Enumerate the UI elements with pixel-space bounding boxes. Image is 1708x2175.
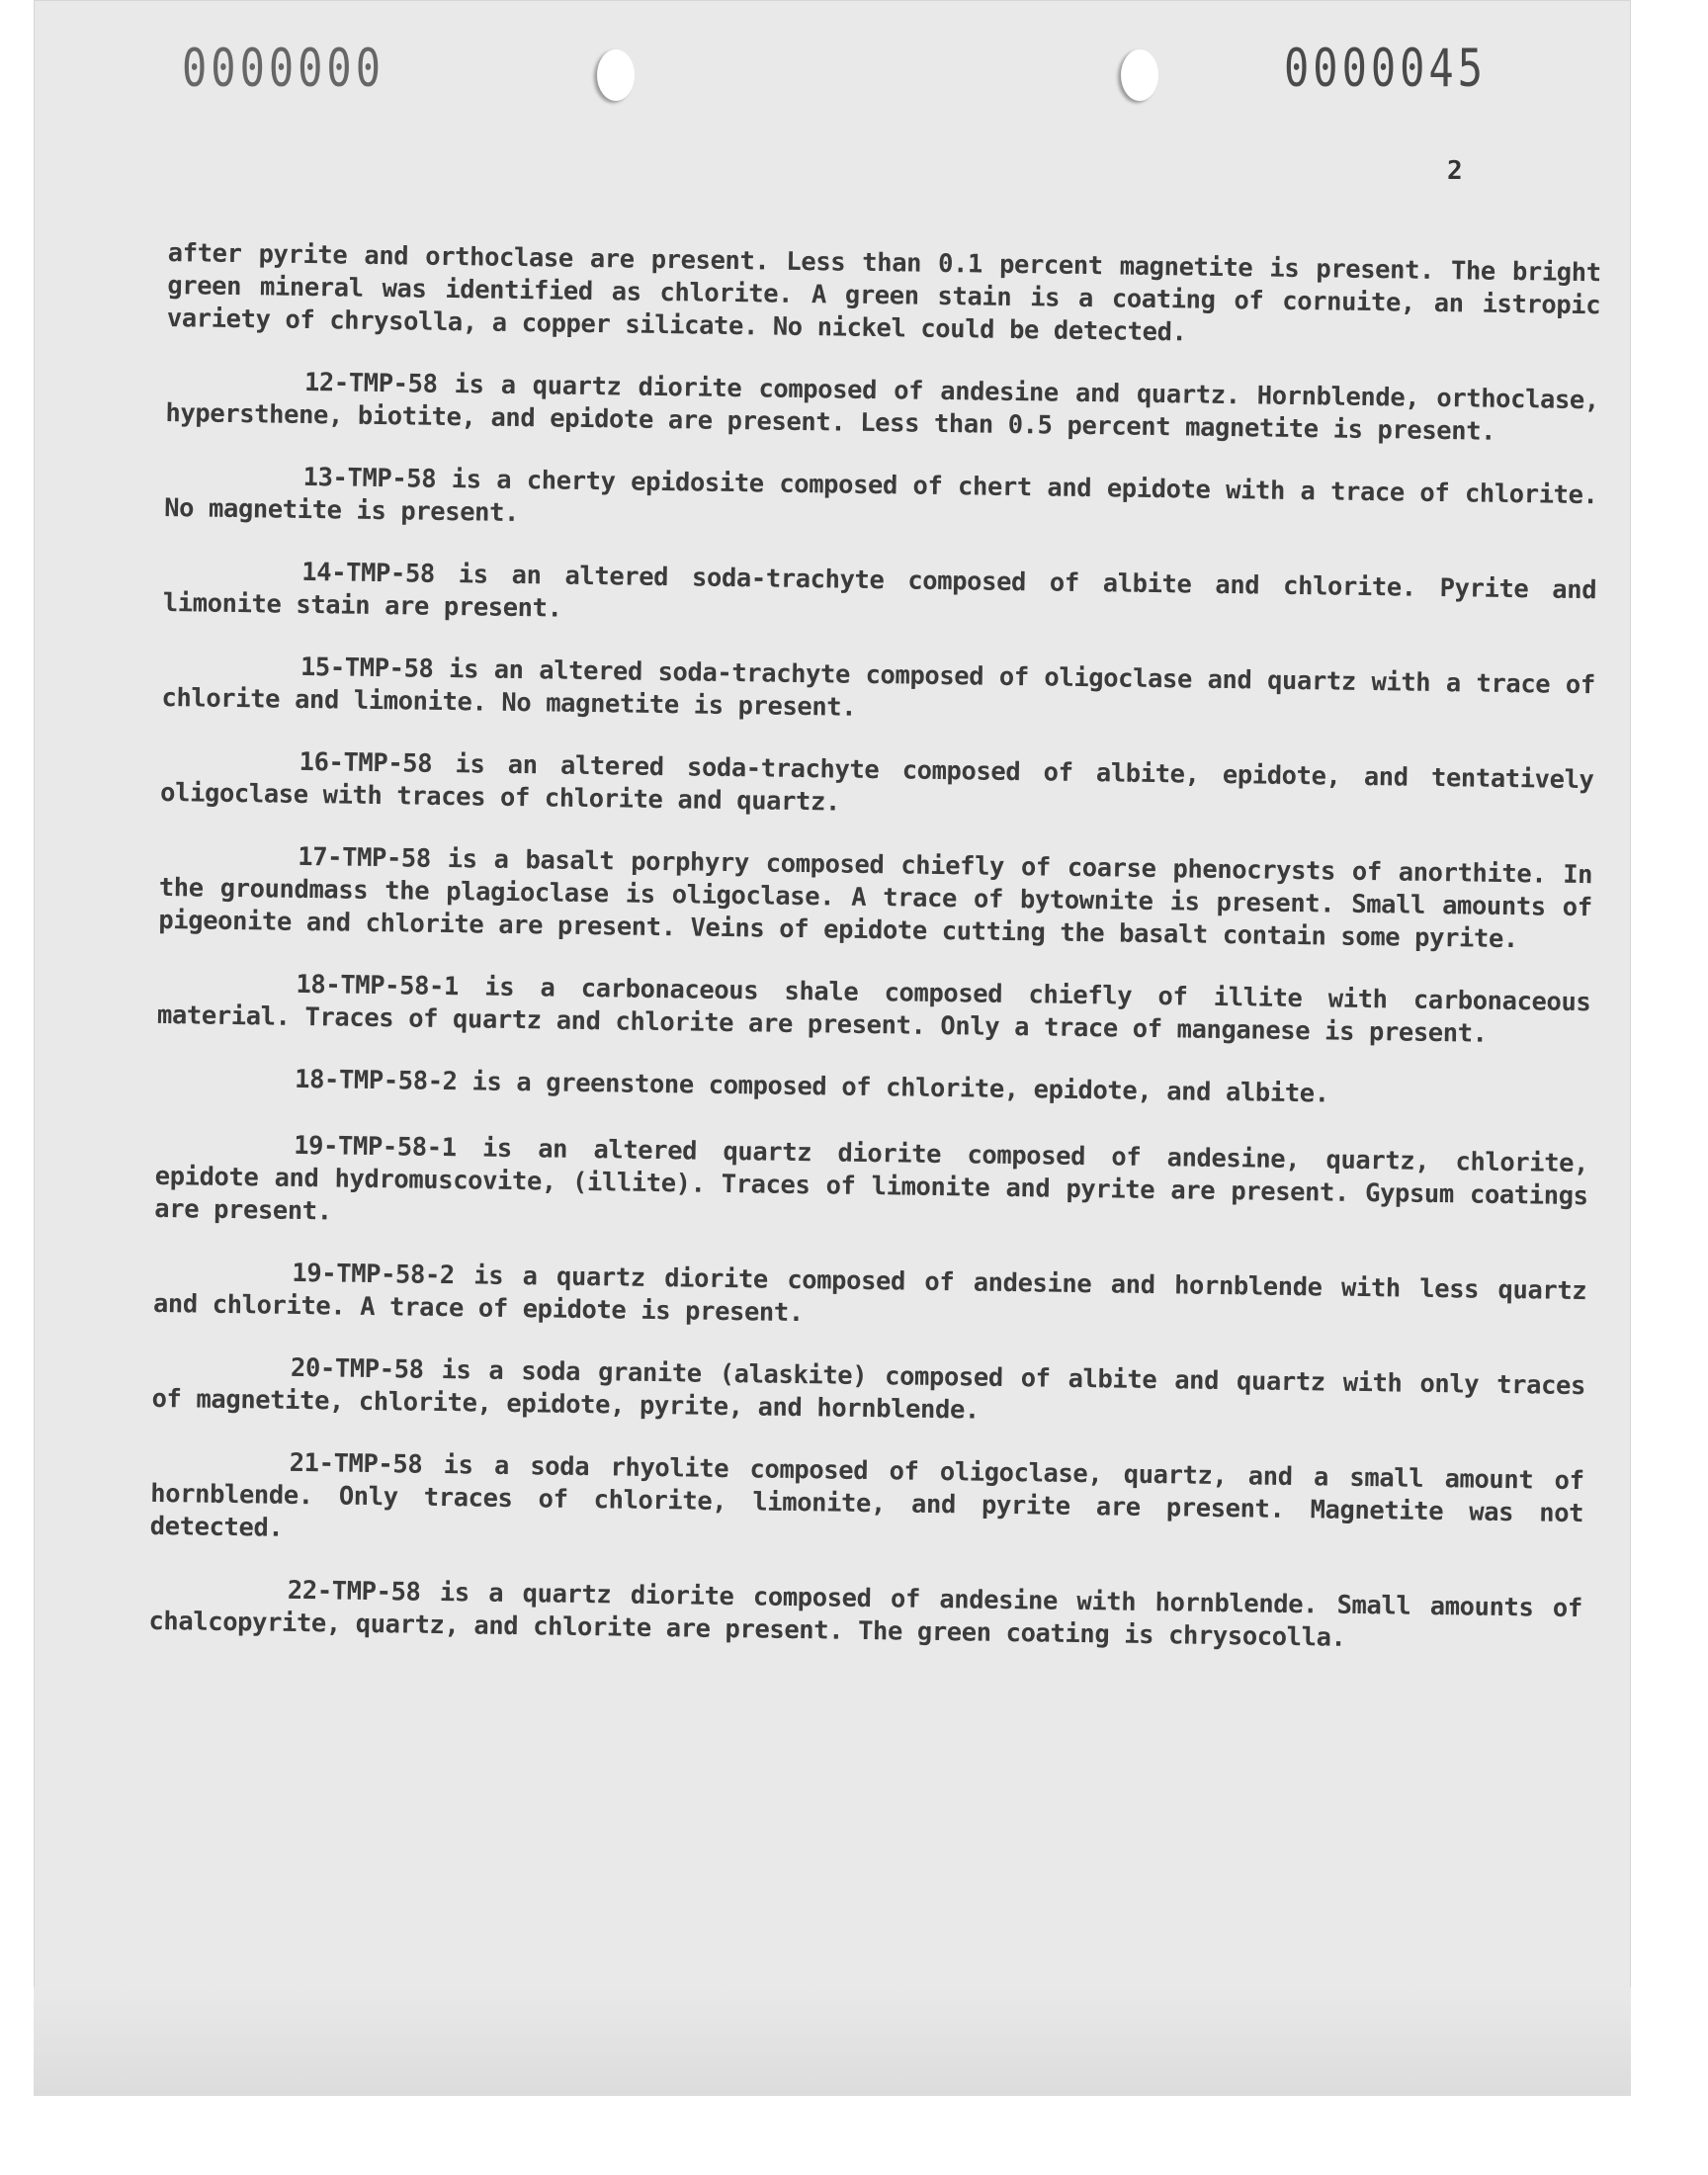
paragraph-21-tmp-58: 21-TMP-58 is a soda rhyolite composed of oligoclase, quartz, and a small amount of hornblende. Only traces of chlorite, limonite, and pyrite are present. Magnetite was not detected. — [149, 1447, 1599, 1543]
paragraph-19-tmp-58-1: 19-TMP-58-1 is an altered quartz diorite composed of andesine, quartz, chlorite, epidote and hydromuscovite, (illite). Traces of limonite and pyrite are present. Gypsum coatings are present. — [154, 1130, 1604, 1227]
paragraph-13-tmp-58: 13-TMP-58 is a cherty epidosite composed of chert and epidote with a trace of chlorite. No magnetite is present. — [163, 462, 1613, 528]
paragraph-19-tmp-58-2: 19-TMP-58-2 is a quartz diorite composed of andesine and hornblende with less quartz and chlorite. A trace of epidote is present. — [152, 1258, 1602, 1329]
punch-hole-left — [597, 49, 635, 101]
paragraph-18-tmp-58-1: 18-TMP-58-1 is a carbonaceous shale composed chiefly of illite with carbonaceous material. Traces of quartz and chlorite are present. Only a trace of manganese is present. — [156, 969, 1606, 1049]
page-number: 2 — [1447, 156, 1463, 186]
paragraph-20-tmp-58: 20-TMP-58 is a soda granite (alaskite) composed of albite and quartz with only traces of magnetite, chlorite, epidote, pyrite, and hornblende. — [151, 1352, 1601, 1426]
paragraph-22-tmp-58: 22-TMP-58 is a quartz diorite composed of andesine with hornblende. Small amounts of chalcopyrite, quartz, and chlorite are present. The green coating is chrysocolla. — [148, 1575, 1597, 1653]
stamp-number-left: 0000000 — [182, 38, 385, 99]
paragraph-15-tmp-58: 15-TMP-58 is an altered soda-trachyte composed of oligoclase and quartz with a trace of chlorite and limonite. No magnetite is present. — [161, 652, 1610, 723]
page-bottom-shading — [34, 1987, 1631, 2096]
paragraph-18-tmp-58-2: 18-TMP-58-2 is a greenstone composed of chlorite, epidote, and albite. — [294, 1064, 1329, 1109]
paragraph-16-tmp-58: 16-TMP-58 is an altered soda-trachyte composed of albite, epidote, and tentatively oligoclase with traces of chlorite and quartz. — [159, 746, 1609, 818]
punch-hole-right — [1121, 49, 1158, 101]
paragraph-continuation: after pyrite and orthoclase are present. Less than 0.1 percent magnetite is present. The bright green mineral was identified as chlorite. A green stain is a coating of cornuite, an istropic variety of chrysolla, a copper silicate. No nickel could be detected. — [166, 237, 1616, 348]
paragraph-14-tmp-58: 14-TMP-58 is an altered soda-trachyte composed of albite and chlorite. Pyrite and limonite stain are present. — [162, 557, 1612, 624]
paragraph-17-tmp-58: 17-TMP-58 is a basalt porphyry composed chiefly of coarse phenocrysts of anorthite. In the groundmass the plagioclase is oligoclase. A trace of bytownite is present. Small amounts of pigeonite and chlorite are present. Veins of epidote cutting the basalt contain some pyrite. — [158, 841, 1608, 955]
document-page — [34, 0, 1631, 2096]
document-body — [148, 237, 1616, 1688]
stamp-number-right: 0000045 — [1284, 38, 1488, 99]
paragraph-12-tmp-58: 12-TMP-58 is a quartz diorite composed of andesine and quartz. Hornblende, orthoclase, hypersthene, biotite, and epidote are present. Less than 0.5 percent magnetite is present. — [165, 367, 1614, 447]
